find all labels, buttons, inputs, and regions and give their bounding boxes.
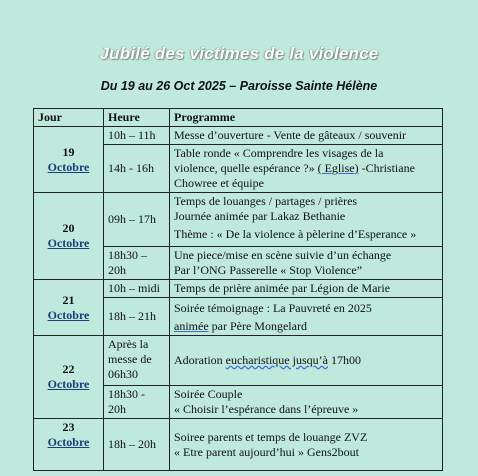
time-cell: 18h – 21h	[104, 298, 170, 336]
program-cell	[170, 127, 443, 145]
program-line: Une piece/mise en scène suivie d’un échange	[174, 248, 392, 262]
day-number: 21	[62, 292, 75, 307]
header-program: Programme	[170, 109, 443, 127]
table-row	[34, 336, 443, 386]
header-time: Heure	[104, 109, 170, 127]
program-table	[33, 108, 443, 471]
program-line: « Etre parent aujourd’hui » Gens2bout	[174, 444, 359, 459]
program-line: Table ronde « Comprendre les visages de la	[174, 146, 384, 160]
table-row	[34, 419, 443, 471]
header-day: Jour	[34, 109, 104, 127]
day-number: 23	[62, 420, 75, 434]
program-cell	[170, 419, 443, 471]
time-cell: 10h – 11h	[104, 127, 170, 145]
day-month: Octobre	[47, 435, 90, 449]
time-cell: 18h30 - 20h	[104, 386, 170, 419]
program-line: Soirée témoignage : La Pauvreté en 2025	[174, 301, 372, 315]
day-number: 22	[62, 362, 75, 376]
page-subtitle: Du 19 au 26 Oct 2025 – Paroisse Sainte Hélène	[100, 79, 378, 93]
program-line: Thème : « De la violence à pèlerine d’Esperance »	[174, 227, 417, 241]
program-line: Chowree et équipe	[174, 176, 264, 190]
program-line: Soiree parents et temps de louange ZVZ	[174, 429, 368, 444]
day-cell-21	[34, 280, 104, 336]
time-cell: 18h – 20h	[104, 419, 170, 471]
program-cell	[170, 336, 443, 386]
program-line: Adoration eucharistique jusqu’à 17h00	[174, 353, 361, 367]
program-line: Par l’ONG Passerelle « Stop Violence”	[174, 263, 363, 277]
day-month: Octobre	[47, 307, 90, 322]
table-row	[34, 193, 443, 247]
program-line: Journée animée par Lakaz Bethanie	[174, 209, 346, 223]
program-line: Messe d’ouverture - Vente de gâteaux / souvenir	[174, 128, 407, 142]
table-row	[34, 127, 443, 145]
program-cell	[170, 247, 443, 280]
table-row	[34, 280, 443, 298]
day-month: Octobre	[47, 236, 90, 250]
program-cell	[170, 145, 443, 193]
program-line: Soirée Couple	[174, 387, 243, 401]
time-cell: 14h - 16h	[104, 145, 170, 193]
time-cell: 10h – midi	[104, 280, 170, 298]
program-cell	[170, 298, 443, 336]
program-line: animée par Père Mongelard	[174, 319, 307, 333]
table-header-row	[34, 109, 443, 127]
day-cell-20	[34, 193, 104, 280]
program-line: Temps de prière animée par Légion de Marie	[174, 281, 391, 295]
time-cell: 09h – 17h	[104, 193, 170, 247]
day-number: 20	[62, 221, 75, 235]
day-cell-22	[34, 336, 104, 419]
program-cell	[170, 280, 443, 298]
day-cell-19	[34, 127, 104, 193]
program-line: violence, quelle espérance ?» ( Eglise) -Christiane	[174, 161, 415, 175]
page-title: Jubilé des victimes de la violence	[99, 44, 379, 63]
day-number: 19	[62, 144, 75, 159]
eglise-link-text: ( Eglise)	[317, 161, 359, 175]
program-cell	[170, 193, 443, 247]
time-cell: 18h30 – 20h	[104, 247, 170, 280]
program-line: « Choisir l’espérance dans l’épreuve »	[174, 402, 359, 416]
program-line: Temps de louanges / partages / prières	[174, 194, 358, 208]
day-cell-23	[34, 419, 104, 471]
time-cell: Après la messe de 06h30	[104, 336, 170, 386]
program-cell	[170, 386, 443, 419]
day-month: Octobre	[47, 159, 90, 174]
day-month: Octobre	[47, 377, 90, 391]
